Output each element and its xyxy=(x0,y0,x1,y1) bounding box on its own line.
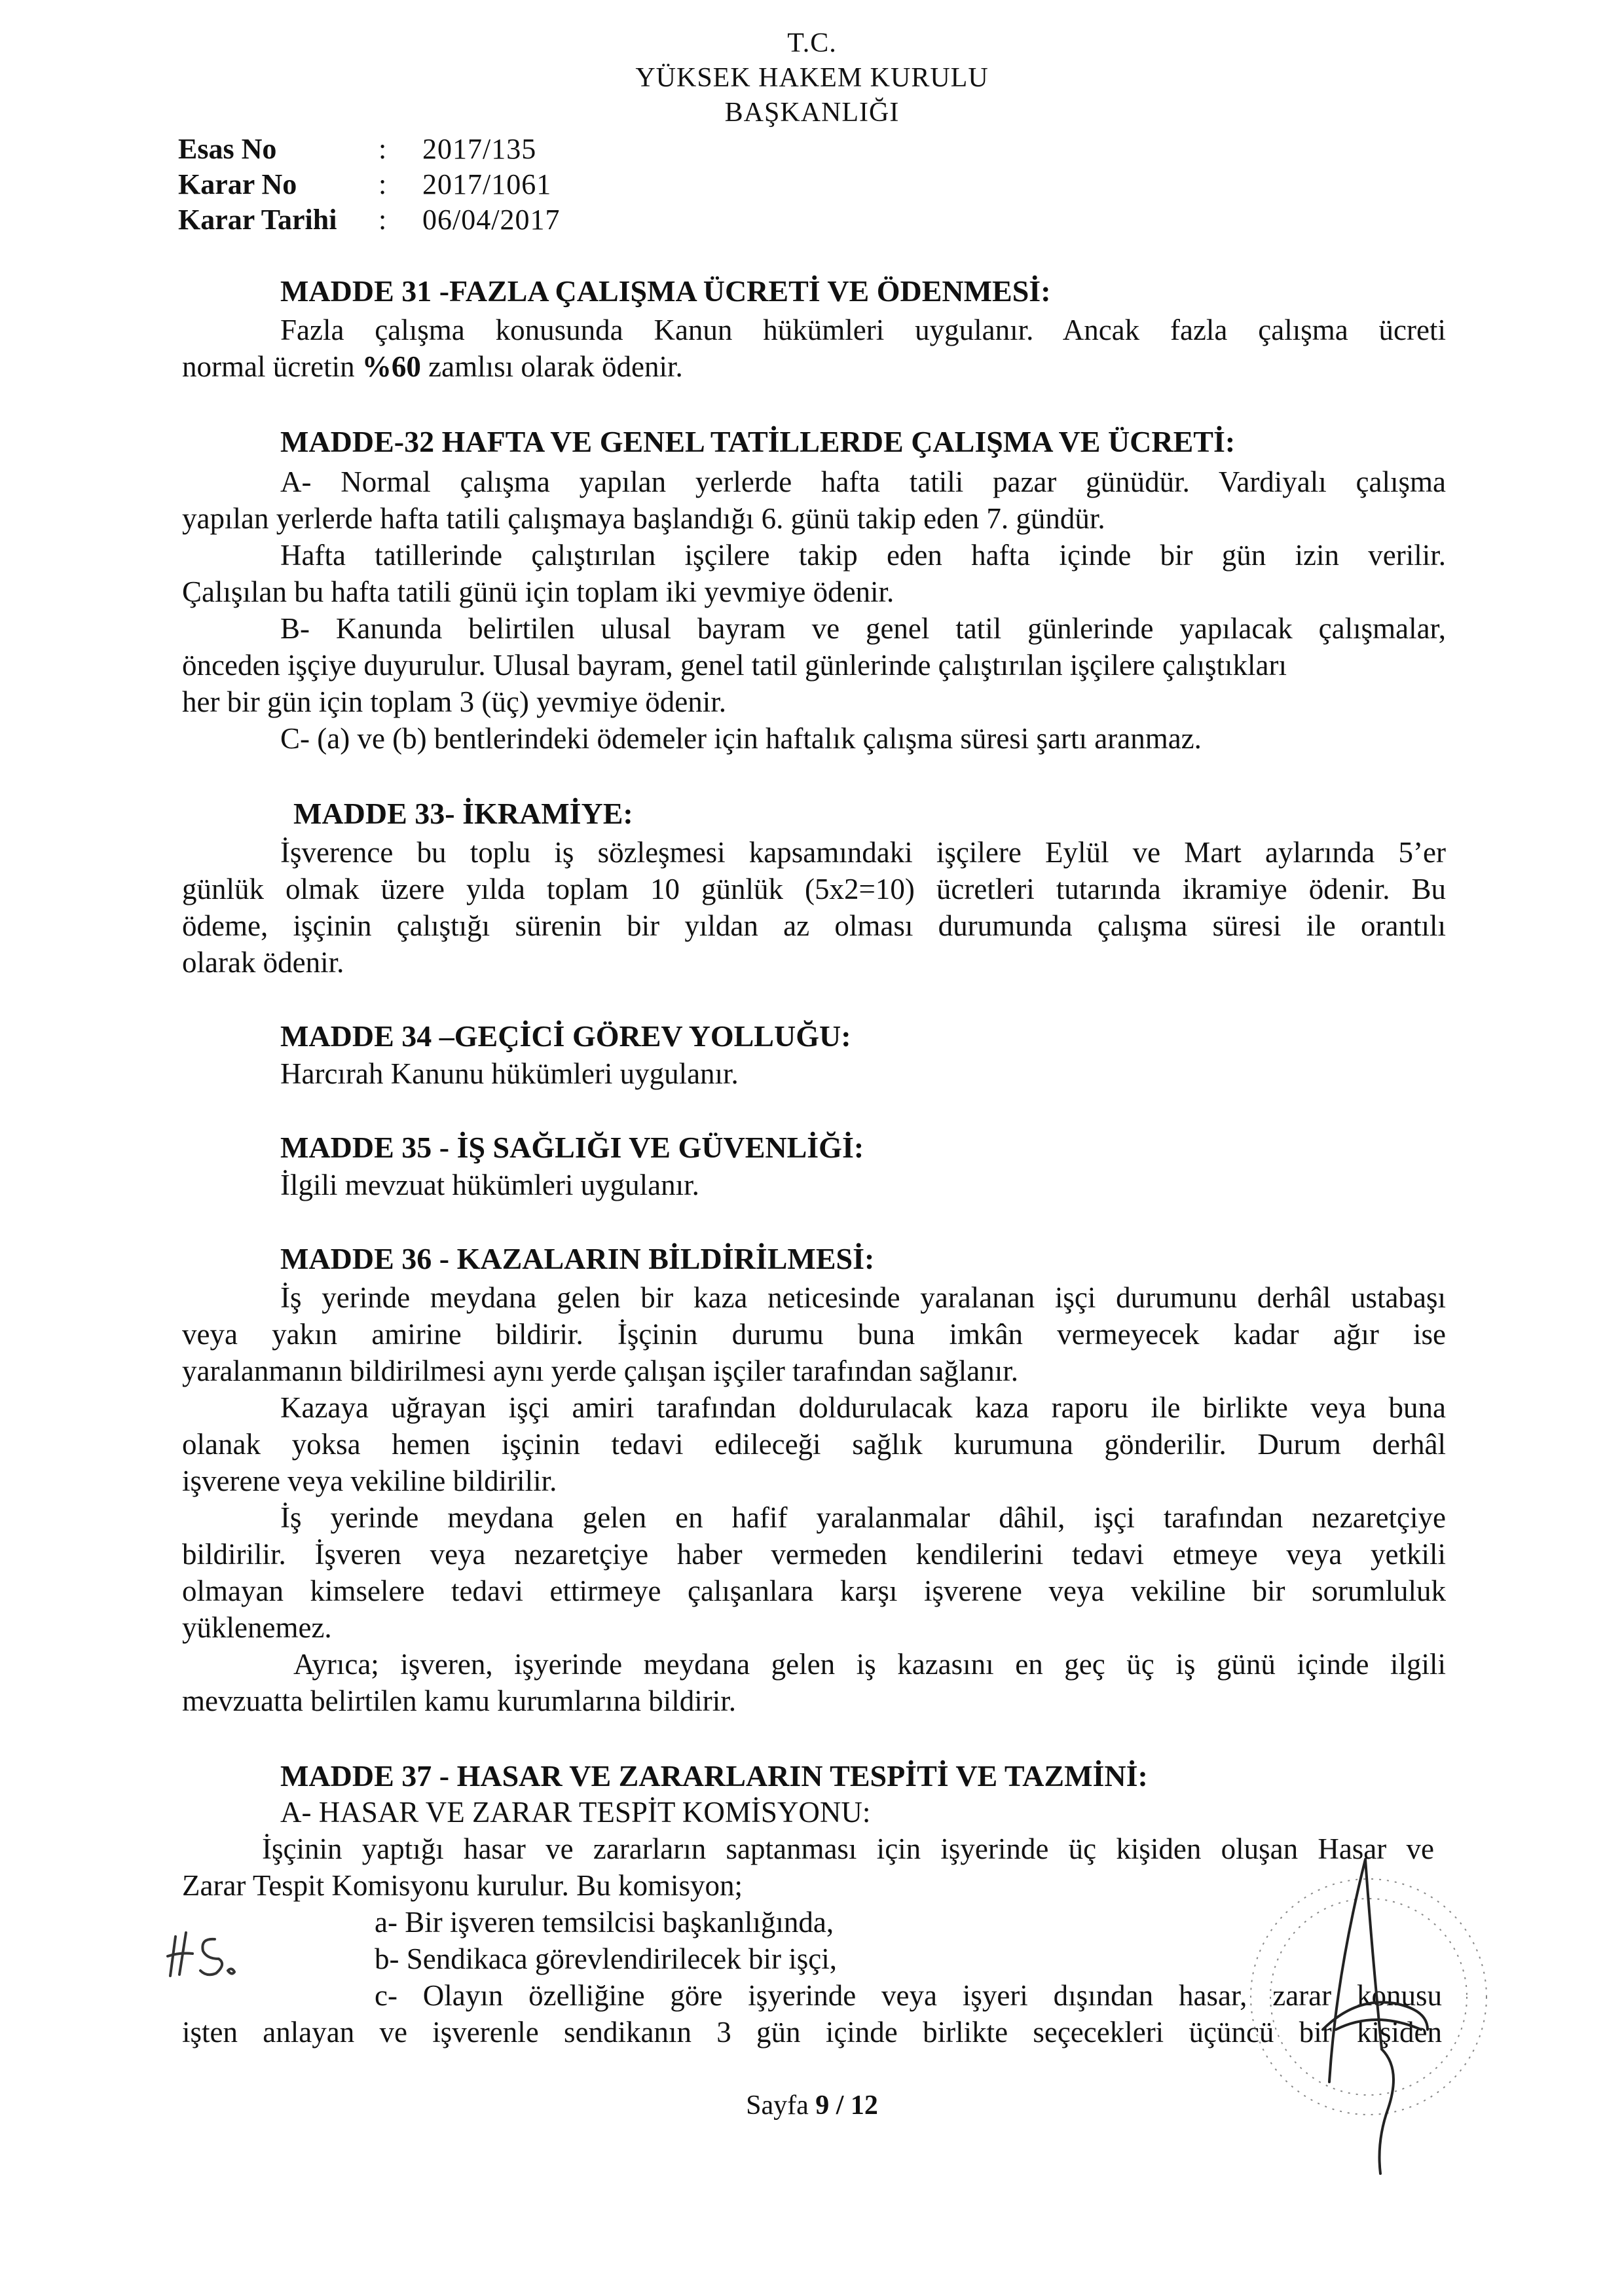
article-33-line: günlük olmak üzere yılda toplam 10 günlük (5x2=10) ücretleri tutarında ikramiye ödenir. Bu xyxy=(182,873,1446,905)
article-36-line: İş yerinde meydana gelen en hafif yaralanmalar dâhil, işçi tarafından nezaretçiye xyxy=(280,1501,1446,1534)
article-36-line: bildirilir. İşveren veya nezaretçiye haber vermeden kendilerini tedavi etmeye veya yetkili xyxy=(182,1538,1446,1571)
article-37-subheading: A- HASAR VE ZARAR TESPİT KOMİSYONU: xyxy=(280,1796,871,1829)
header-institution: YÜKSEK HAKEM KURULU xyxy=(635,63,989,93)
article-36-line: olmayan kimselere tedavi ettirmeye çalışanlara karşı işverene veya vekiline bir sorumluluk xyxy=(182,1575,1446,1607)
article-32-heading: MADDE-32 HAFTA VE GENEL TATİLLERDE ÇALIŞMA VE ÜCRETİ: xyxy=(280,425,1236,458)
article-32-line: A- Normal çalışma yapılan yerlerde hafta tatili pazar günüdür. Vardiyalı çalışma xyxy=(280,465,1446,498)
esas-no-colon: : xyxy=(378,133,387,165)
article-36-line: yüklenemez. xyxy=(182,1611,332,1644)
article-36-line: yaralanmanın bildirilmesi aynı yerde çalışan işçiler tarafından sağlanır. xyxy=(182,1355,1019,1387)
article-36-line: İş yerinde meydana gelen bir kaza neticesinde yaralanan işçi durumunu derhâl ustabaşı xyxy=(280,1281,1446,1314)
article-36-line: olanak yoksa hemen işçinin tedavi edileceği sağlık kurumuna gönderilir. Durum derhâl xyxy=(182,1428,1446,1461)
article-37-line: işten anlayan ve işverenle sendikanın 3 gün içinde birlikte seçecekleri üçüncü bir kişiden xyxy=(182,2016,1442,2049)
article-36-heading: MADDE 36 - KAZALARIN BİLDİRİLMESİ: xyxy=(280,1242,875,1275)
article-36-line: mevzuatta belirtilen kamu kurumlarına bildirir. xyxy=(182,1685,736,1717)
article-32-line: Hafta tatillerinde çalıştırılan işçilere takip eden hafta içinde bir gün izin verilir. xyxy=(280,539,1446,572)
article-31-rate: %60 xyxy=(361,350,421,383)
article-33-line: olarak ödenir. xyxy=(182,946,344,979)
article-33-line: İşverence bu toplu iş sözleşmesi kapsamındaki işçilere Eylül ve Mart aylarında 5’er xyxy=(280,836,1446,869)
karar-tarihi-value: 06/04/2017 xyxy=(422,204,561,236)
article-31-line: Fazla çalışma konusunda Kanun hükümleri uygulanır. Ancak fazla çalışma ücreti xyxy=(280,314,1446,346)
article-32-line: önceden işçiye duyurulur. Ulusal bayram, genel tatil günlerinde çalıştırılan işçilere çalıştıkları xyxy=(182,649,1287,682)
article-36-line: işverene veya vekiline bildirilir. xyxy=(182,1465,557,1497)
article-32-line: B- Kanunda belirtilen ulusal bayram ve genel tatil günlerinde yapılacak çalışmalar, xyxy=(280,612,1446,645)
margin-initials xyxy=(164,1925,242,1984)
article-31-text: normal ücretin xyxy=(182,350,362,383)
karar-tarihi-colon: : xyxy=(378,204,387,236)
karar-tarihi-label: Karar Tarihi xyxy=(178,204,337,236)
article-32-line: C- (a) ve (b) bentlerindeki ödemeler için haftalık çalışma süresi şartı aranmaz. xyxy=(280,722,1202,755)
karar-no-label: Karar No xyxy=(178,168,297,200)
article-36-line: Ayrıca; işveren, işyerinde meydana gelen iş kazasını en geç üç iş günü içinde ilgili xyxy=(293,1648,1446,1681)
article-35-heading: MADDE 35 - İŞ SAĞLIĞI VE GÜVENLİĞİ: xyxy=(280,1131,864,1164)
article-32-line: Çalışılan bu hafta tatili günü için toplam iki yevmiye ödenir. xyxy=(182,575,895,608)
esas-no-value: 2017/135 xyxy=(422,133,537,165)
header-tc: T.C. xyxy=(787,28,837,58)
header-department: BAŞKANLIĞI xyxy=(724,98,900,128)
signature-stamp xyxy=(1231,1833,1519,2200)
esas-no-label: Esas No xyxy=(178,133,277,165)
page-label: Sayfa xyxy=(746,2090,816,2121)
article-33-line: ödeme, işçinin çalıştığı sürenin bir yıldan az olması durumunda çalışma süresi ile orantılı xyxy=(182,909,1446,942)
article-32-line: her bir gün için toplam 3 (üç) yevmiye ödenir. xyxy=(182,685,727,718)
article-31-text: zamlısı olarak ödenir. xyxy=(420,350,683,383)
article-34-line: Harcırah Kanunu hükümleri uygulanır. xyxy=(280,1057,739,1090)
article-34-heading: MADDE 34 –GEÇİCİ GÖREV YOLLUĞU: xyxy=(280,1019,851,1053)
karar-no-colon: : xyxy=(378,168,387,200)
karar-no-value: 2017/1061 xyxy=(422,168,552,200)
article-37-list-item: c- Olayın özelliğine göre işyerinde veya işyeri dışından hasar, zarar konusu xyxy=(375,1979,1442,2012)
article-32-line: yapılan yerlerde hafta tatili çalışmaya başlandığı 6. günü takip eden 7. gündür. xyxy=(182,502,1105,535)
article-37-heading: MADDE 37 - HASAR VE ZARARLARIN TESPİTİ VE TAZMİNİ: xyxy=(280,1759,1148,1793)
article-37-list-item: a- Bir işveren temsilcisi başkanlığında, xyxy=(375,1906,834,1939)
page-count: 9 / 12 xyxy=(815,2090,878,2121)
article-37-line: Zarar Tespit Komisyonu kurulur. Bu komisyon; xyxy=(182,1869,743,1902)
article-37-line: İşçinin yaptığı hasar ve zararların saptanması için işyerinde üç kişiden oluşan Hasar ve xyxy=(262,1832,1434,1865)
article-36-line: Kazaya uğrayan işçi amiri tarafından doldurulacak kaza raporu ile birlikte veya buna xyxy=(280,1391,1446,1424)
article-37-list-item: b- Sendikaca görevlendirilecek bir işçi, xyxy=(375,1942,837,1975)
article-33-heading: MADDE 33- İKRAMİYE: xyxy=(293,797,633,830)
article-36-line: veya yakın amirine bildirir. İşçinin durumu buna imkân vermeyecek kadar ağır ise xyxy=(182,1318,1446,1351)
article-31-heading: MADDE 31 -FAZLA ÇALIŞMA ÜCRETİ VE ÖDENMESİ: xyxy=(280,274,1051,308)
article-31-line xyxy=(182,350,683,384)
article-35-line: İlgili mevzuat hükümleri uygulanır. xyxy=(280,1169,699,1201)
